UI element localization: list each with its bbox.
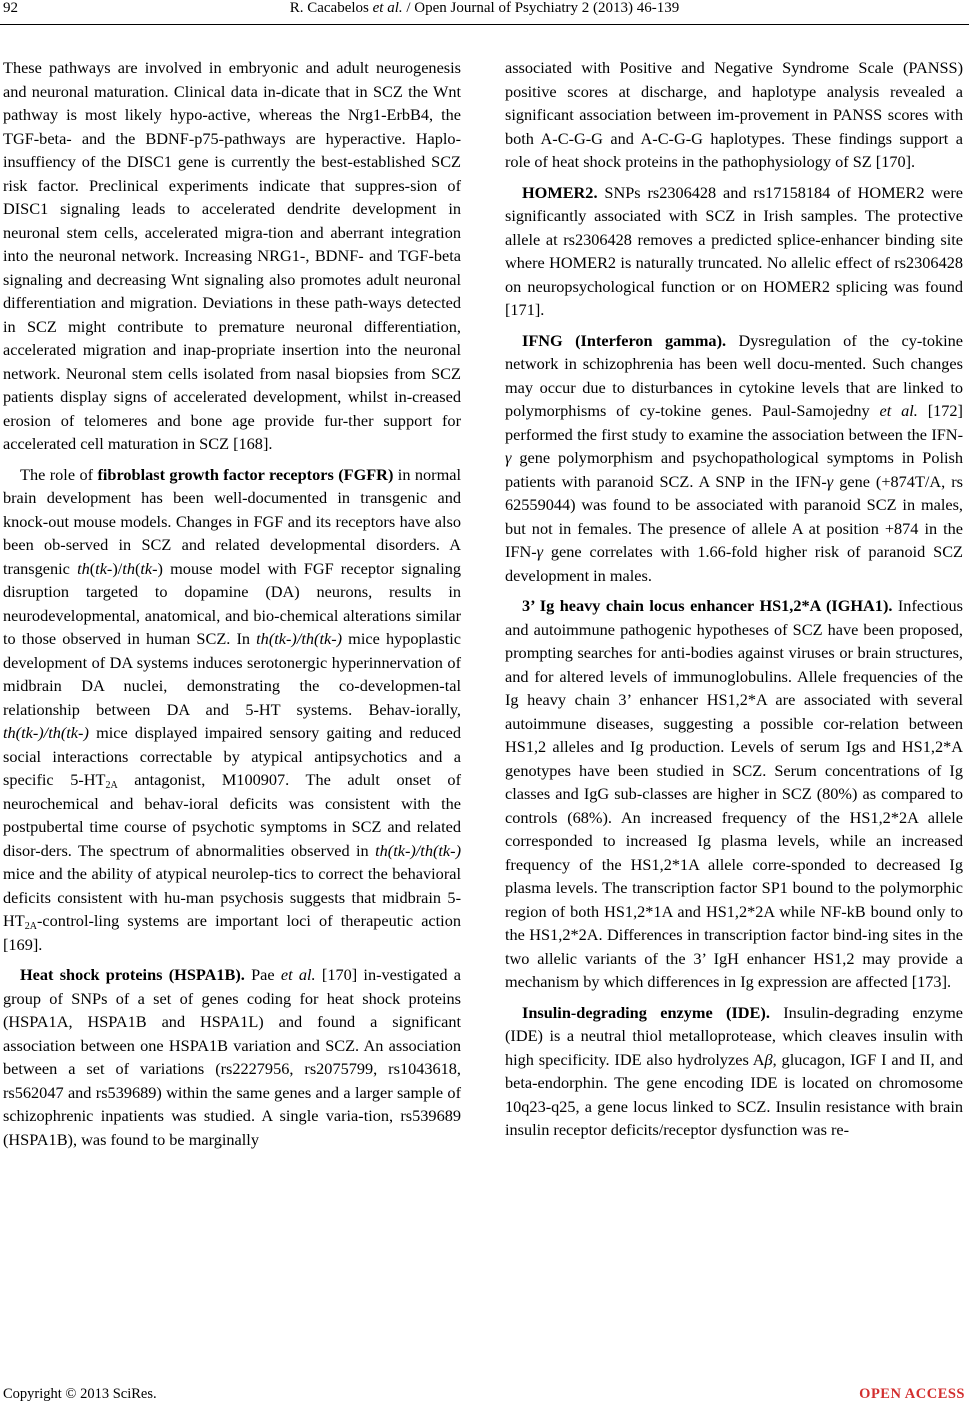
paragraph-ifng: IFNG (Interferon gamma). Dysregulation of the cy-tokine network in schizophrenia has been well docu-mented. Such changes may occur due to disturbances in cytokine levels that are linked to polymorphisms of cy-tokine genes. Paul-Samojedny et al. [172] performed the first study to examine the association between the IFN-γ gene polymorphism and psychopathological symptoms in Polish patients with paranoid SCZ. A SNP in the IFN-γ gene (+874T/A, rs 62559044) was found to be associated with paranoid SCZ in males, but not in females. The presence of allele A at position +874 in the IFN-γ gene correlates with 1.66-fold higher risk of paranoid SCZ development in males. [505, 330, 963, 585]
term-ifng: IFNG (Interferon gamma). [522, 330, 727, 350]
term-fgfr: fibroblast growth factor receptors (FGFR) [97, 464, 394, 484]
term-igha1: 3’ Ig heavy chain locus enhancer HS1,2*A (IGHA1). [522, 596, 893, 615]
term-homer2: HOMER2. [522, 182, 598, 202]
header-rule [0, 24, 969, 25]
term-hspa1b: Heat shock proteins (HSPA1B). [20, 965, 245, 984]
paragraph-ide: Insulin-degrading enzyme (IDE). Insulin-degrading enzyme (IDE) is a neutral thiol metalloprotease, which cleaves insulin with high specificity. IDE also hydrolyzes Aβ, glucagon, IGF I and II, and beta-endorphin. The gene encoding IDE is located on chromosome 10q23-q25, a gene locus linked to SCZ. Insulin resistance with brain insulin receptor deficits/receptor dysfunction was re- [505, 1002, 964, 1139]
paragraph-hspa1b: Heat shock proteins (HSPA1B). Pae et al. [170] in-vestigated a group of SNPs of a set of genes coding for heat shock proteins (HSPA1A, HSPA1B and HSPA1L) and found a significant association between one HSPA1B variation and SCZ. An association between a set of variations (rs2227956, rs2075799, rs1043618, rs562047 and rs539689) within the same genes and a larger sample of schizophrenic inpatients was studied. A single varia-tion, rs539689 (HSPA1B), was found to be marginally [3, 965, 461, 1149]
paragraph-neurogenesis: These pathways are involved in embryonic and adult neurogenesis and neuronal maturation. Clinical data in-dicate that in SCZ the Wnt pathway is most likely hypo-active, whereas the Nrg1-ErbB4, the TGF-beta- and the BDNF-p75-pathways are hyperactive. Haplo-insuffiency of the DISC1 gene is currently the best-established SCZ risk factor. Preclinical experiments indicate that suppres-sion of DISC1 signaling leads to accelerated dendrite development in neuronal stem cells, accelerated migra-tion and aberrant integration into the neuronal network. Increasing NRG1-, BDNF- and TGF-beta signaling and decreasing Wnt signaling also promotes adult neuronal differentiation and migration. Deviations in these path-ways detected in SCZ might contribute to premature neuronal differentiation, accelerated migration and inap-propriate insertion into the neuronal network. Neuronal stem cells isolated from nasal biopsies from SCZ patients display signs of accelerated development, whilst in-creased erosion of telomeres and bone age provide fur-ther support for accelerated cell maturation in SCZ [168]. [3, 58, 461, 453]
paragraph-fgfr: The role of fibroblast growth factor receptors (FGFR) in normal brain development has been well-documented in transgenic and knock-out mouse models. Changes in FGF and its receptors have also been ob-served in SCZ and related developmental disorders. A transgenic th(tk-)/th(tk-) mouse model with FGF receptor signaling disruption targeted to dopamine (DA) neurons, results in neurodevelopmental, anatomical, and bio-chemical alterations similar to those observed in human SCZ. In th(tk-)/th(tk-) mice hypoplastic development of DA systems induces serotonergic hyperinnervation of midbrain DA nuclei, demonstrating the co-developmen-tal relationship between DA and 5-HT systems. Behav-iorally, th(tk-)/th(tk-) mice displayed impaired sensory gaiting and reduced social interactions correctable by atypical antipsychotics and a specific $5-HT_{2A}$ antagonist, M100907. The adult onset of neurochemical and behav-ioral deficits was consistent with the postpubertal time course of psychotic symptoms in SCZ and related disor-ders. The spectrum of abnormalities observed in th(tk-)/th(tk-) mice and the ability of atypical neurolep-tics to correct the behavioral deficits consistent with hu-man psychosis suggests that midbrain $5-HT_{2A}-control$-ling systems are important loci of therapeutic action [169]. [3, 464, 462, 954]
term-ide: Insulin-degrading enzyme (IDE). [522, 1002, 770, 1022]
running-head-authors: R. Cacabelos [289, 0, 373, 16]
left-column [3, 56, 461, 1158]
running-head [0, 0, 969, 17]
page-header [0, 0, 969, 26]
copyright-notice: Copyright © 2013 SciRes. [3, 1386, 157, 1402]
right-column [505, 56, 963, 1149]
page-footer [0, 1386, 969, 1410]
paragraph-panss: associated with Positive and Negative Syndrome Scale (PANSS) positive scores at discharge, and haplotype analysis revealed a significant association between im-provement in PANSS scores with both A-C-G-G and A-C-G-G haplotypes. These findings support a role of heat shock proteins in the pathophysiology of SZ [170]. [505, 58, 963, 171]
open-access-label: OPEN ACCESS [859, 1386, 965, 1402]
running-head-journal: / Open Journal of Psychiatry 2 (2013) 46-139 [402, 0, 680, 16]
running-head-etal: et al. [372, 0, 403, 16]
paragraph-igha1: 3’ Ig heavy chain locus enhancer HS1,2*A (IGHA1). Infectious and autoimmune pathogenic hypotheses of SCZ have been proposed, prompting searches for anti-bodies against viruses or brain structures, and for altered levels of immunoglobulins. Allele frequencies of the Ig heavy chain 3’ enhancer HS1,2*A are associated with several autoimmune diseases, suggesting a possible cor-relation between HS1,2 alleles and Ig production. Levels of serum Igs and HS1,2*A genotypes have been studied in SCZ. Serum concentrations of Ig classes and IgG sub-classes are higher in SCZ (80%) as compared to controls (68%). An increased frequency of the HS1,2*2A allele corresponded to increased Ig plasma levels, while an increased frequency of the HS1,2*1A allele corre-sponded to decreased Ig plasma levels. The transcription factor SP1 bound to the polymorphic region of both HS1,2*1A and HS1,2*2A while NF-kB bound only to the HS1,2*2A. Differences in transcription factor bind-ing sites in the two allelic variants of the 3’ IgH enhancer HS1,2 may provide a mechanism by which differences in Ig expression are affected [173]. [505, 596, 963, 991]
paragraph-homer2: HOMER2. SNPs rs2306428 and rs17158184 of HOMER2 were significantly associated with SCZ in Irish samples. The protective allele at rs2306428 removes a predicted splice-enhancer binding site where HOMER2 is naturally truncated. No allelic effect of rs2306428 on neuropsychological function or on HOMER2 splicing was found [171]. [505, 182, 963, 319]
page-number: 92 [3, 0, 18, 16]
